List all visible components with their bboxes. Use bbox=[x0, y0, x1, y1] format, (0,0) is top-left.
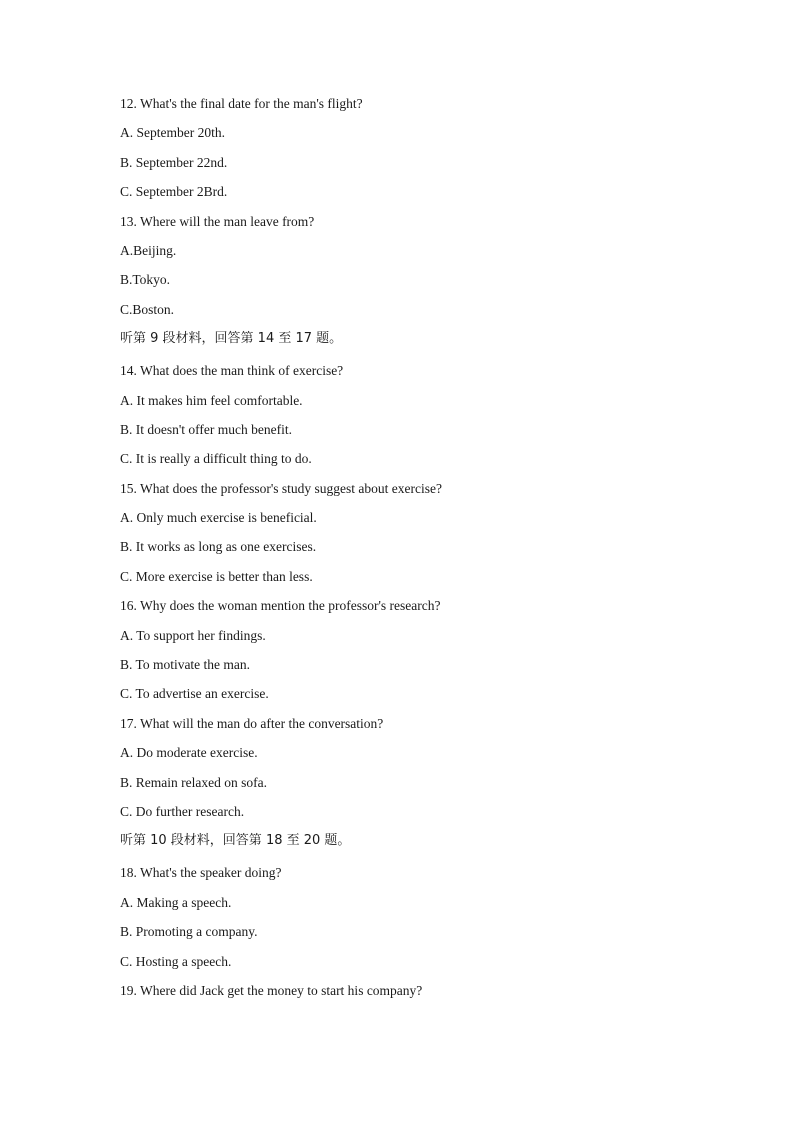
question-text: 14. What does the man think of exercise? bbox=[120, 363, 344, 379]
answer-option: B. To motivate the man. bbox=[120, 657, 251, 673]
question-text: 18. What's the speaker doing? bbox=[120, 865, 282, 881]
answer-option: B. It doesn't offer much benefit. bbox=[120, 421, 293, 437]
answer-option: C. More exercise is better than less. bbox=[120, 568, 313, 584]
answer-option: B.Tokyo. bbox=[120, 272, 171, 288]
answer-option: B. It works as long as one exercises. bbox=[120, 539, 317, 555]
answer-option: A. Do moderate exercise. bbox=[120, 745, 258, 761]
question-text: 16. Why does the woman mention the professor's research? bbox=[120, 598, 441, 614]
question-text: 15. What does the professor's study suggest about exercise? bbox=[120, 480, 442, 496]
section-instruction: 听第 9 段材料，回答第 14 至 17 题。 bbox=[120, 331, 343, 347]
answer-option: A. It makes him feel comfortable. bbox=[120, 392, 303, 408]
answer-option: A. September 20th. bbox=[120, 125, 225, 141]
question-text: 17. What will the man do after the conversation? bbox=[120, 715, 384, 731]
answer-option: A. Only much exercise is beneficial. bbox=[120, 510, 317, 526]
answer-option: C. Hosting a speech. bbox=[120, 953, 232, 969]
answer-option: C. Do further research. bbox=[120, 803, 245, 819]
answer-option: C. To advertise an exercise. bbox=[120, 686, 269, 702]
question-text: 19. Where did Jack get the money to start his company? bbox=[120, 982, 423, 998]
answer-option: C. It is really a difficult thing to do. bbox=[120, 451, 312, 467]
question-list bbox=[120, 94, 740, 1010]
answer-option: B. Remain relaxed on sofa. bbox=[120, 774, 267, 790]
section-instruction: 听第 10 段材料，回答第 18 至 20 题。 bbox=[120, 833, 351, 849]
question-text: 12. What's the final date for the man's flight? bbox=[120, 96, 363, 111]
answer-option: B. September 22nd. bbox=[120, 154, 228, 170]
answer-option: C.Boston. bbox=[120, 301, 175, 317]
answer-option: B. Promoting a company. bbox=[120, 924, 258, 940]
answer-option: C. September 2Brd. bbox=[120, 184, 228, 200]
question-text: 13. Where will the man leave from? bbox=[120, 213, 315, 229]
answer-option: A. To support her findings. bbox=[120, 627, 266, 643]
answer-option: A. Making a speech. bbox=[120, 894, 232, 910]
answer-option: A.Beijing. bbox=[120, 242, 177, 258]
